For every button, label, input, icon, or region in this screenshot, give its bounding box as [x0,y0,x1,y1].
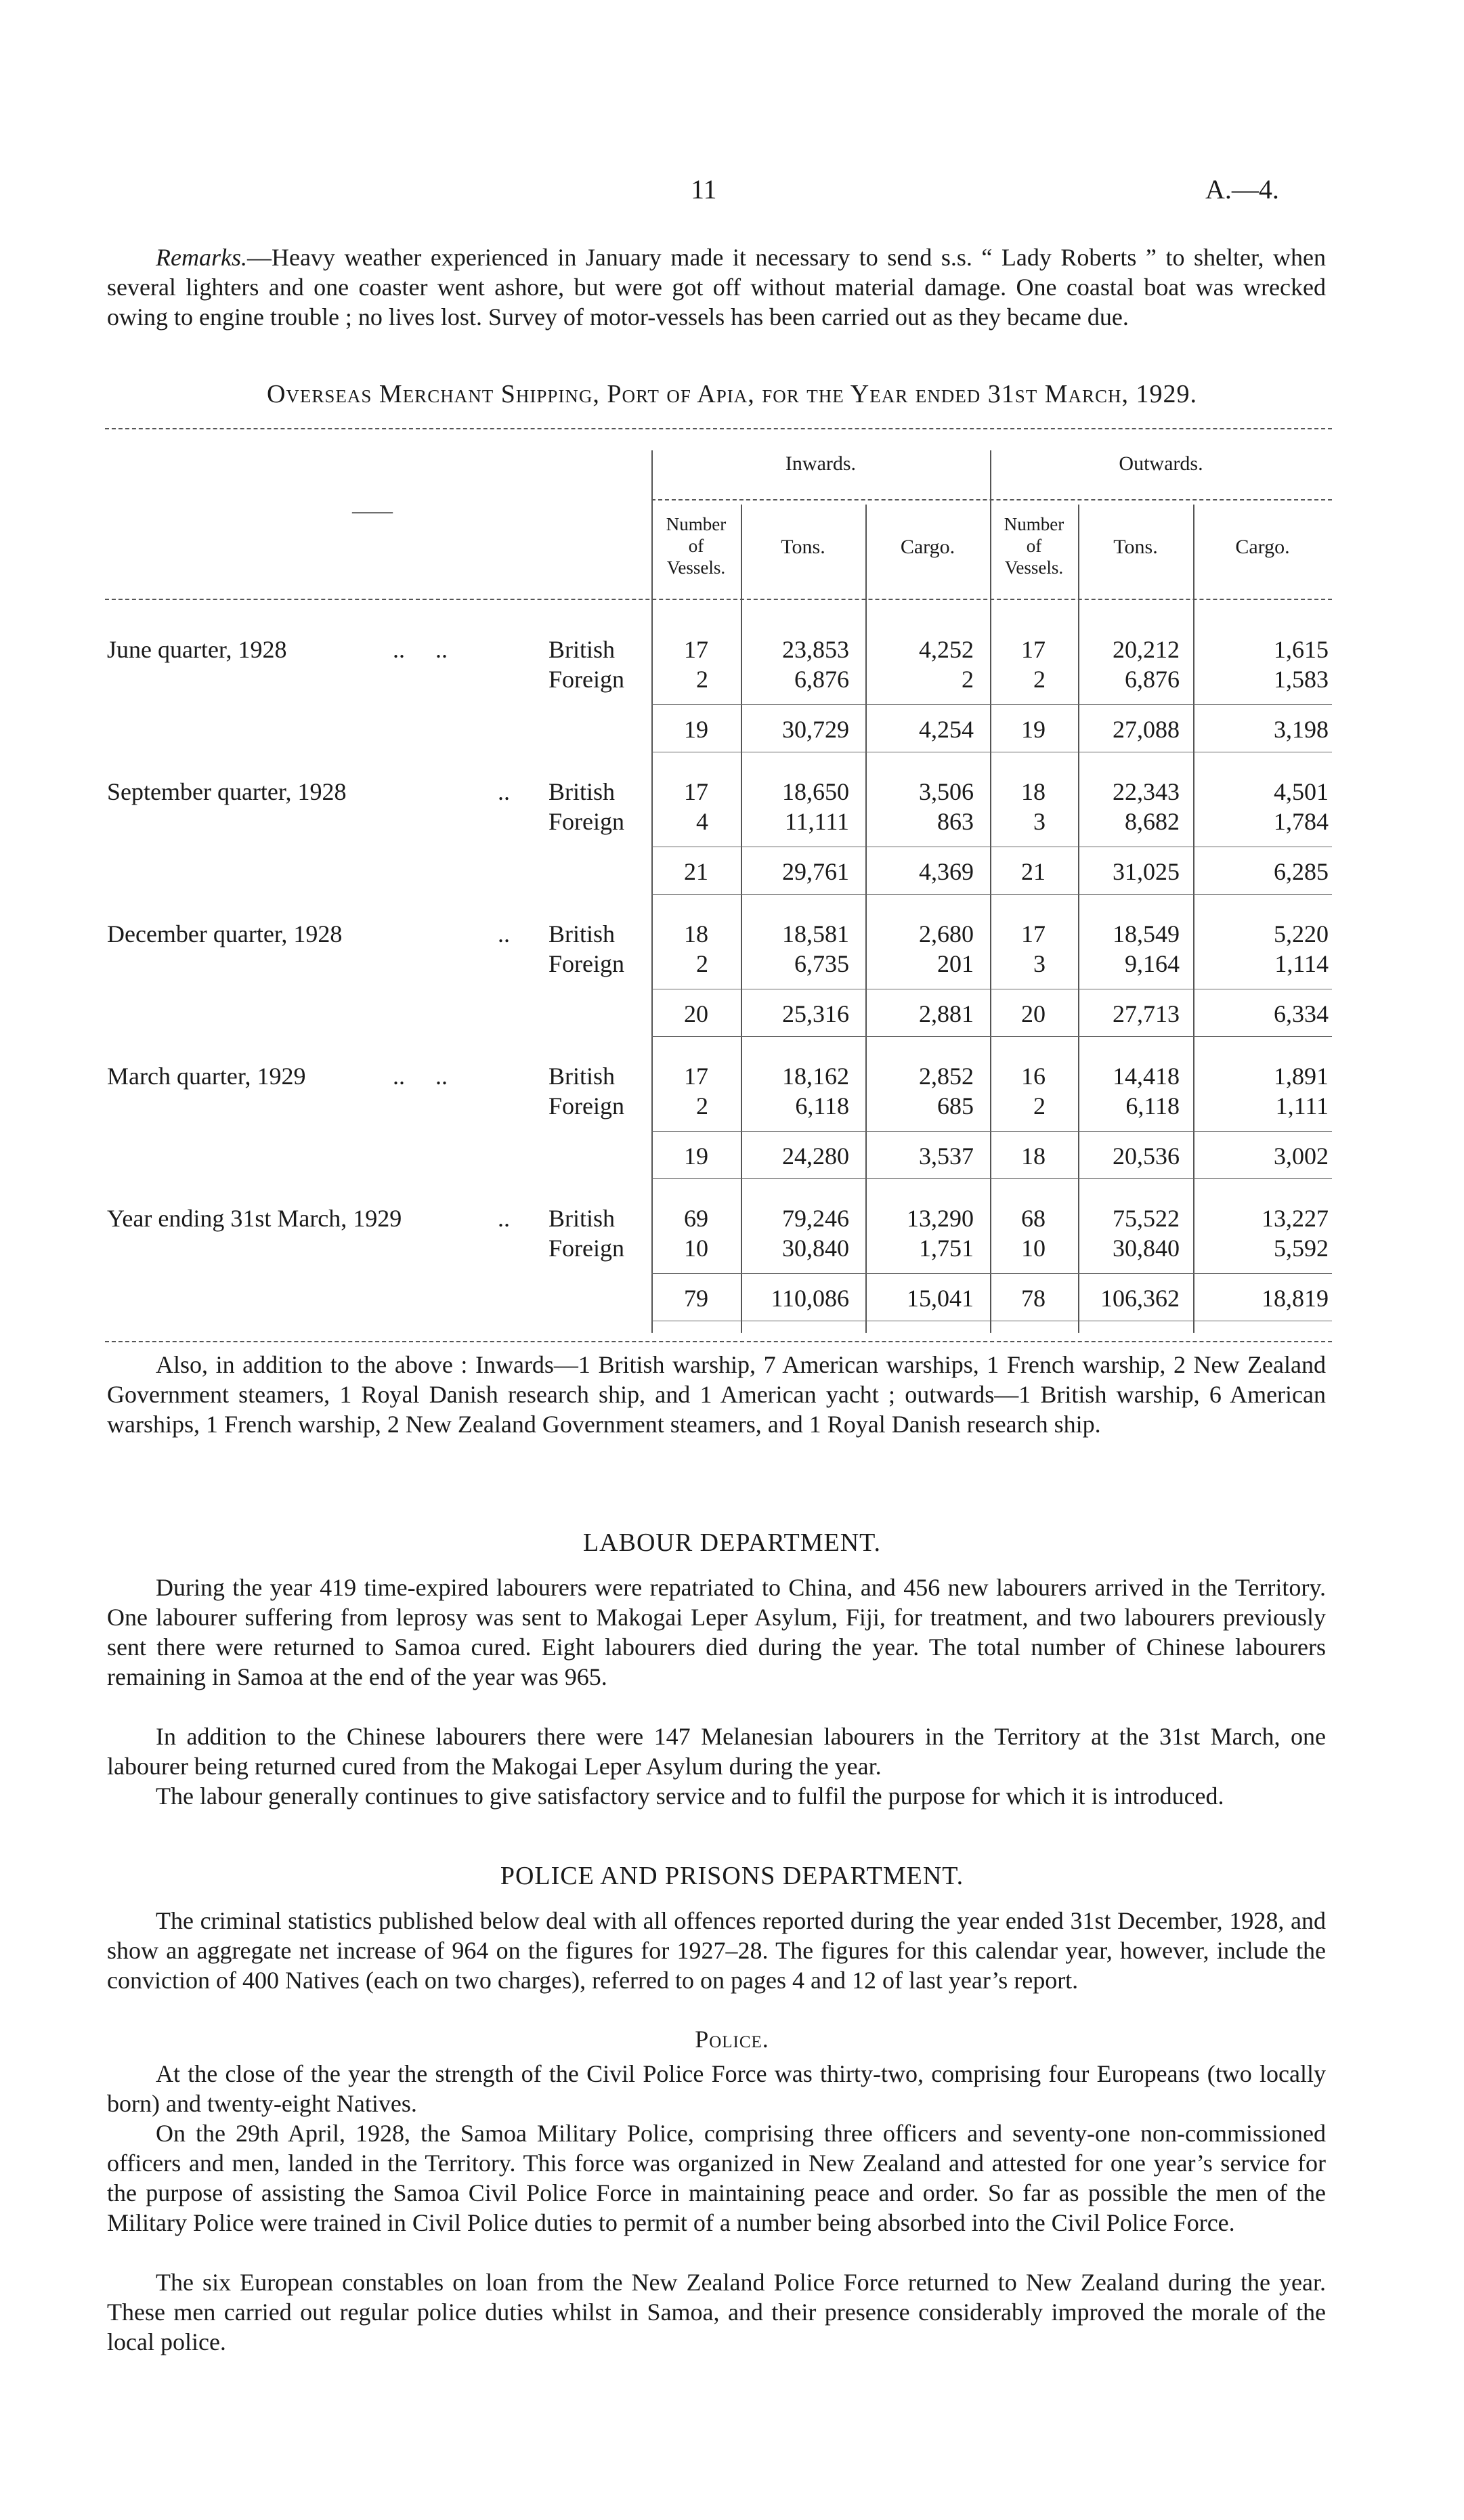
table-cell-out-vessels: 10 [1021,1235,1046,1262]
table-cell-in-vessels: 2 [696,666,708,693]
total-cell-in-tons: 110,086 [771,1285,849,1312]
col-rule-4 [990,450,991,1333]
police-subheading: Police. [695,2026,769,2053]
table-cell-out-vessels: 68 [1021,1205,1046,1232]
police-paragraph-military: On the 29th April, 1928, the Samoa Military Police, comprising three officers and seventy-one non-commissioned officers and men, landed in the Territory. This force was organized in New Zealand and attested for one year’s service for the purpose of assisting the Samoa Civil Police Force in maintaining peace and order. So far as possible the men of the Military Police were trained in Civil Police duties to permit of a number being absorbed into the Civil Police Force. [107,2120,1326,2236]
flag-label: British [548,1205,616,1232]
stub-header-dash: —— [352,500,393,522]
table-cell-in-vessels: 2 [696,950,708,977]
flag-label: British [548,1063,616,1090]
police-prisons-paragraph-1: The criminal statistics published below deal with all offences reported during the year ended 31st December, 1928, and show an aggregate net increase of 964 on the figures for 1927–28. The figures for this calendar year, however, include the conviction of 400 Natives (each on two charges), referred to on pages 4 and 12 of last year’s report. [107,1907,1326,1994]
flag-label: British [548,920,616,947]
table-cell-out-cargo: 4,501 [1274,778,1329,805]
flag-label: Foreign [548,808,624,835]
period-dots: .. .. [393,1063,448,1090]
table-cell-out-cargo: 1,615 [1274,636,1329,663]
table-cell-out-cargo: 1,114 [1274,950,1329,977]
total-cell-in-cargo: 3,537 [919,1142,974,1170]
total-cell-in-cargo: 4,254 [919,716,974,743]
group-header-rule [651,499,1332,500]
remarks-text: —Heavy weather experienced in January made it necessary to send s.s. “ Lady Roberts ” to shelter, when several lighters and one coaster went ashore, but were got off without material damage. One coastal boat was wrecked owing to engine trouble ; no lives lost. Survey of motor-vessels has been carried out as they became due. [107,244,1326,330]
table-cell-out-tons: 30,840 [1113,1235,1180,1262]
out-vessels-header-line-1: Number [1004,514,1064,534]
table-cell-out-tons: 18,549 [1113,920,1180,947]
table-cell-in-cargo: 863 [937,808,974,835]
table-cell-in-tons: 18,162 [782,1063,849,1090]
total-rule [651,1036,1332,1037]
table-cell-out-tons: 8,682 [1125,808,1180,835]
table-cell-in-cargo: 2,852 [919,1063,974,1090]
period-dots: .. .. [393,636,448,663]
table-cell-out-vessels: 16 [1021,1063,1046,1090]
table-cell-in-tons: 6,876 [794,666,849,693]
total-cell-out-vessels: 78 [1021,1285,1046,1312]
col-rule-5 [1078,505,1079,1333]
subtotal-rule [651,704,1332,705]
flag-label: British [548,778,616,805]
table-cell-in-tons: 30,840 [782,1235,849,1262]
out-tons-header: Tons. [1113,536,1158,558]
period-label: Year ending 31st March, 1929 [107,1205,402,1232]
table-cell-in-cargo: 3,506 [919,778,974,805]
out-vessels-header-line-2: of [1026,536,1042,556]
table-cell-in-vessels: 17 [684,1063,708,1090]
table-cell-in-tons: 18,581 [782,920,849,947]
total-cell-out-cargo: 3,198 [1274,716,1329,743]
table-cell-in-vessels: 17 [684,778,708,805]
labour-paragraph-2: In addition to the Chinese labourers there were 147 Melanesian labourers in the Territory at the 31st March, one labourer being returned cured from the Makogai Leper Asylum during the year. [107,1723,1326,1780]
table-cell-out-vessels: 18 [1021,778,1046,805]
period-dots: .. [498,778,510,805]
table-cell-out-vessels: 2 [1033,666,1046,693]
document-reference: A.—4. [1205,174,1279,205]
table-cell-in-tons: 11,111 [785,808,849,835]
table-cell-out-tons: 20,212 [1113,636,1180,663]
period-label: December quarter, 1928 [107,920,343,947]
table-cell-out-vessels: 17 [1021,636,1046,663]
police-paragraph-strength: At the close of the year the strength of the Civil Police Force was thirty-two, comprising four Europeans (two locally born) and twenty-eight Natives. [107,2060,1326,2117]
table-cell-out-tons: 22,343 [1113,778,1180,805]
table-cell-in-tons: 18,650 [782,778,849,805]
table-cell-out-vessels: 3 [1033,950,1046,977]
table-cell-out-cargo: 1,784 [1274,808,1329,835]
table-cell-in-vessels: 4 [696,808,708,835]
inwards-group-header: Inwards. [785,452,857,475]
period-dots: .. [498,920,510,947]
table-cell-out-vessels: 3 [1033,808,1046,835]
table-cell-in-tons: 23,853 [782,636,849,663]
police-paragraph-constables: The six European constables on loan from the New Zealand Police Force returned to New Zealand during the year. These men carried out regular police duties whilst in Samoa, and their presence considerably improved the morale of the local police. [107,2269,1326,2355]
total-rule [651,894,1332,895]
table-cell-in-vessels: 17 [684,636,708,663]
labour-heading: LABOUR DEPARTMENT. [582,1529,882,1557]
table-cell-in-cargo: 4,252 [919,636,974,663]
period-label: March quarter, 1929 [107,1063,306,1090]
col-rule-1 [651,450,653,1333]
table-header-rule [105,599,1332,600]
out-cargo-header: Cargo. [1235,536,1290,558]
also-note-paragraph: Also, in addition to the above : Inwards—1 British warship, 7 American warships, 1 French warship, 2 New Zealand Government steamers, 1 Royal Danish research ship, and 1 American yacht ; outwards—1 British warship, 6 American warships, 1 French warship, 2 New Zealand Government steamers, and 1 Royal Danish research ship. [107,1351,1326,1438]
total-rule [651,1178,1332,1179]
total-cell-in-cargo: 15,041 [907,1285,974,1312]
in-vessels-header-line-2: of [688,536,704,556]
col-rule-6 [1193,505,1194,1333]
total-cell-in-cargo: 2,881 [919,1000,974,1027]
table-cell-out-cargo: 1,583 [1274,666,1329,693]
total-cell-in-tons: 25,316 [782,1000,849,1027]
total-cell-in-vessels: 79 [684,1285,708,1312]
in-tons-header: Tons. [781,536,825,558]
total-cell-in-vessels: 19 [684,716,708,743]
total-cell-in-tons: 29,761 [782,858,849,885]
labour-paragraph-3: The labour generally continues to give satisfactory service and to fulfil the purpose for which it is introduced. [156,1782,1224,1810]
table-cell-out-tons: 6,118 [1125,1092,1180,1119]
flag-label: British [548,636,616,663]
table-cell-out-tons: 14,418 [1113,1063,1180,1090]
table-cell-out-tons: 75,522 [1113,1205,1180,1232]
table-cell-in-cargo: 201 [937,950,974,977]
total-cell-out-cargo: 3,002 [1274,1142,1329,1170]
remarks-lead: Remarks. [156,244,247,271]
total-cell-out-cargo: 6,285 [1274,858,1329,885]
table-cell-out-tons: 6,876 [1125,666,1180,693]
outwards-group-header: Outwards. [1119,452,1203,475]
total-cell-out-tons: 106,362 [1100,1285,1180,1312]
flag-label: Foreign [548,1235,624,1262]
total-cell-in-tons: 24,280 [782,1142,849,1170]
table-cell-in-cargo: 1,751 [919,1235,974,1262]
total-cell-in-cargo: 4,369 [919,858,974,885]
flag-label: Foreign [548,950,624,977]
flag-label: Foreign [548,1092,624,1119]
flag-label: Foreign [548,666,624,693]
total-cell-out-cargo: 6,334 [1274,1000,1329,1027]
total-cell-out-tons: 20,536 [1113,1142,1180,1170]
table-cell-in-vessels: 2 [696,1092,708,1119]
period-dots: .. [498,1205,510,1232]
table-top-rule [105,428,1332,429]
table-cell-in-tons: 6,735 [794,950,849,977]
subtotal-rule [651,1131,1332,1132]
labour-paragraph-1: During the year 419 time-expired labourers were repatriated to China, and 456 new labourers arrived in the Territory. One labourer suffering from leprosy was sent to Makogai Leper Asylum, Fiji, for treatment, and two labourers previously sent there were returned to Samoa cured. Eight labourers died during the year. The total number of Chinese labourers remaining in Samoa at the end of the year was 965. [107,1574,1326,1690]
period-label: September quarter, 1928 [107,778,347,805]
in-vessels-header [651,513,741,578]
in-cargo-header: Cargo. [900,536,955,558]
total-cell-out-vessels: 20 [1021,1000,1046,1027]
total-cell-out-tons: 27,713 [1113,1000,1180,1027]
table-cell-in-vessels: 10 [684,1235,708,1262]
period-label: June quarter, 1928 [107,636,287,663]
out-vessels-header [990,513,1078,578]
in-vessels-header-line-3: Vessels. [666,557,726,578]
table-cell-in-vessels: 69 [684,1205,708,1232]
table-cell-in-cargo: 2,680 [919,920,974,947]
table-bottom-rule [105,1341,1332,1342]
total-cell-out-vessels: 21 [1021,858,1046,885]
total-cell-out-tons: 31,025 [1113,858,1180,885]
total-cell-out-cargo: 18,819 [1262,1285,1329,1312]
total-cell-in-tons: 30,729 [782,716,849,743]
col-rule-3 [865,505,867,1333]
table-cell-out-vessels: 17 [1021,920,1046,947]
total-cell-in-vessels: 21 [684,858,708,885]
table-cell-in-cargo: 2 [962,666,974,693]
table-cell-in-tons: 79,246 [782,1205,849,1232]
table-cell-in-cargo: 685 [937,1092,974,1119]
table-cell-in-cargo: 13,290 [907,1205,974,1232]
subtotal-rule [651,1273,1332,1274]
table-cell-out-cargo: 5,592 [1274,1235,1329,1262]
total-cell-out-vessels: 18 [1021,1142,1046,1170]
page-number: 11 [691,174,717,205]
table-cell-out-tons: 9,164 [1125,950,1180,977]
table-cell-out-cargo: 1,111 [1275,1092,1329,1119]
police-prisons-heading: POLICE AND PRISONS DEPARTMENT. [500,1862,964,1890]
total-cell-out-tons: 27,088 [1113,716,1180,743]
col-rule-2 [741,505,742,1333]
table-cell-out-cargo: 5,220 [1274,920,1329,947]
total-cell-in-vessels: 20 [684,1000,708,1027]
in-vessels-header-line-1: Number [666,514,727,534]
table-cell-out-vessels: 2 [1033,1092,1046,1119]
table-cell-in-tons: 6,118 [795,1092,849,1119]
table-cell-out-cargo: 13,227 [1262,1205,1329,1232]
table-title: Overseas Merchant Shipping, Port of Apia, for the Year ended 31st March, 1929. [266,380,1198,408]
out-vessels-header-line-3: Vessels. [1004,557,1064,578]
table-cell-out-cargo: 1,891 [1274,1063,1329,1090]
total-cell-in-vessels: 19 [684,1142,708,1170]
table-cell-in-vessels: 18 [684,920,708,947]
total-cell-out-vessels: 19 [1021,716,1046,743]
